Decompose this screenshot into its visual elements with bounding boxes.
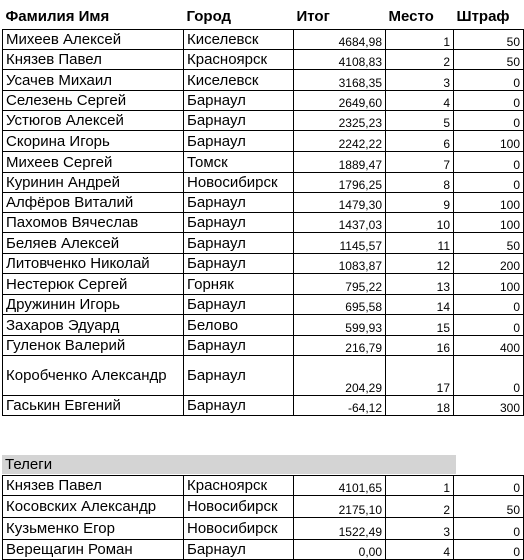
cell-fine[interactable]: 100 bbox=[454, 213, 524, 233]
cell-place[interactable]: 10 bbox=[386, 213, 454, 233]
cell-city[interactable]: Томск bbox=[184, 152, 294, 173]
table-row bbox=[3, 356, 524, 396]
cell-name[interactable]: Захаров Эдуард bbox=[3, 315, 184, 336]
cell-place[interactable]: 13 bbox=[386, 274, 454, 295]
cell-total[interactable]: 1083,87 bbox=[294, 254, 386, 274]
cell-total[interactable]: 1479,30 bbox=[294, 193, 386, 213]
cell-fine[interactable]: 50 bbox=[454, 233, 524, 254]
cell-fine[interactable]: 0 bbox=[454, 315, 524, 336]
header-fine[interactable]: Штраф bbox=[456, 8, 510, 25]
cell-name[interactable]: Михеев Алексей bbox=[3, 30, 184, 50]
cell-fine[interactable]: 0 bbox=[454, 173, 524, 193]
cell-place[interactable]: 16 bbox=[386, 336, 454, 356]
cell-name[interactable]: Литовченко Николай bbox=[3, 254, 184, 274]
carts-table bbox=[2, 475, 524, 560]
cell-name[interactable]: Пахомов Вячеслав bbox=[3, 213, 184, 233]
cell-place[interactable]: 4 bbox=[386, 91, 454, 111]
cell-fine[interactable]: 400 bbox=[454, 336, 524, 356]
cell-total[interactable]: 2325,23 bbox=[294, 111, 386, 131]
cell-fine[interactable]: 300 bbox=[454, 396, 524, 416]
cell-city[interactable]: Киселевск bbox=[184, 70, 294, 91]
cell-total[interactable]: 4108,83 bbox=[294, 50, 386, 70]
cell-fine[interactable]: 50 bbox=[454, 50, 524, 70]
cell-place[interactable]: 5 bbox=[386, 111, 454, 131]
cell-place[interactable]: 2 bbox=[386, 496, 454, 518]
cell-total[interactable]: 2242,22 bbox=[294, 131, 386, 152]
cell-city[interactable]: Красноярск bbox=[184, 476, 294, 496]
cell-city[interactable]: Барнаул bbox=[184, 111, 294, 131]
cell-place[interactable]: 8 bbox=[386, 173, 454, 193]
cell-name[interactable]: Князев Павел bbox=[3, 50, 184, 70]
cell-city[interactable]: Барнаул bbox=[184, 213, 294, 233]
cell-total[interactable]: 1437,03 bbox=[294, 213, 386, 233]
cell-place[interactable]: 3 bbox=[386, 518, 454, 540]
cell-total[interactable]: 795,22 bbox=[294, 274, 386, 295]
cell-total[interactable]: 1145,57 bbox=[294, 233, 386, 254]
cell-fine[interactable]: 0 bbox=[454, 476, 524, 496]
header-total[interactable]: Итог bbox=[296, 8, 330, 25]
cell-total[interactable]: 4684,98 bbox=[294, 30, 386, 50]
cell-city[interactable]: Барнаул bbox=[184, 254, 294, 274]
cell-place[interactable]: 9 bbox=[386, 193, 454, 213]
table-row bbox=[3, 111, 524, 131]
cell-total[interactable]: 1796,25 bbox=[294, 173, 386, 193]
cell-fine[interactable]: 50 bbox=[454, 496, 524, 518]
cell-place[interactable]: 12 bbox=[386, 254, 454, 274]
cell-place[interactable]: 18 bbox=[386, 396, 454, 416]
table-row bbox=[3, 131, 524, 152]
cell-city[interactable]: Барнаул bbox=[184, 233, 294, 254]
cell-city[interactable]: Новосибирск bbox=[184, 496, 294, 518]
cell-fine[interactable]: 0 bbox=[454, 152, 524, 173]
cell-total[interactable]: 2175,10 bbox=[294, 496, 386, 518]
cell-name[interactable]: Кузьменко Егор bbox=[3, 518, 184, 540]
results-table bbox=[2, 4, 524, 416]
cell-city[interactable]: Барнаул bbox=[184, 540, 294, 560]
cell-name[interactable]: Селезень Сергей bbox=[3, 91, 184, 111]
cell-fine[interactable]: 0 bbox=[454, 70, 524, 91]
cell-place[interactable]: 1 bbox=[386, 30, 454, 50]
cell-place[interactable]: 3 bbox=[386, 70, 454, 91]
table-row bbox=[3, 193, 524, 213]
cell-fine[interactable]: 0 bbox=[454, 518, 524, 540]
table-row bbox=[3, 213, 524, 233]
cell-city[interactable]: Киселевск bbox=[184, 30, 294, 50]
table-row bbox=[3, 496, 524, 518]
cell-name[interactable]: Гуленок Валерий bbox=[3, 336, 184, 356]
cell-city[interactable]: Барнаул bbox=[184, 193, 294, 213]
table-row bbox=[3, 91, 524, 111]
cell-total[interactable]: 599,93 bbox=[294, 315, 386, 336]
cell-name[interactable]: Алфёров Виталий bbox=[3, 193, 184, 213]
cell-name[interactable]: Беляев Алексей bbox=[3, 233, 184, 254]
cell-name[interactable]: Михеев Сергей bbox=[3, 152, 184, 173]
cell-place[interactable]: 11 bbox=[386, 233, 454, 254]
cell-place[interactable]: 15 bbox=[386, 315, 454, 336]
cell-city[interactable]: Новосибирск bbox=[184, 518, 294, 540]
cell-total[interactable]: 216,79 bbox=[294, 336, 386, 356]
cell-name[interactable]: Коробченко Александр bbox=[3, 356, 184, 396]
header-city[interactable]: Город bbox=[186, 8, 232, 25]
cell-name[interactable]: Дружинин Игорь bbox=[3, 295, 184, 315]
cell-total[interactable]: 3168,35 bbox=[294, 70, 386, 91]
header-place[interactable]: Место bbox=[388, 8, 434, 25]
cell-city[interactable]: Барнаул bbox=[184, 91, 294, 111]
cell-total[interactable]: -64,12 bbox=[294, 396, 386, 416]
cell-city[interactable]: Горняк bbox=[184, 274, 294, 295]
table-row bbox=[3, 274, 524, 295]
cell-total[interactable]: 695,58 bbox=[294, 295, 386, 315]
table-row bbox=[3, 152, 524, 173]
table-row bbox=[3, 476, 524, 496]
cell-total[interactable]: 2649,60 bbox=[294, 91, 386, 111]
cell-fine[interactable]: 100 bbox=[454, 274, 524, 295]
table-row bbox=[3, 295, 524, 315]
cell-fine[interactable]: 0 bbox=[454, 540, 524, 560]
cell-place[interactable]: 6 bbox=[386, 131, 454, 152]
cell-name[interactable]: Скорина Игорь bbox=[3, 131, 184, 152]
table-row bbox=[3, 315, 524, 336]
cell-name[interactable]: Князев Павел bbox=[3, 476, 184, 496]
cell-place[interactable]: 14 bbox=[386, 295, 454, 315]
cell-place[interactable]: 1 bbox=[386, 476, 454, 496]
cell-name[interactable]: Нестерюк Сергей bbox=[3, 274, 184, 295]
table-row bbox=[3, 396, 524, 416]
cell-fine[interactable]: 0 bbox=[454, 356, 524, 396]
cell-place[interactable]: 7 bbox=[386, 152, 454, 173]
cell-city[interactable]: Барнаул bbox=[184, 336, 294, 356]
table-row bbox=[3, 50, 524, 70]
cell-city[interactable]: Барнаул bbox=[184, 295, 294, 315]
cell-name[interactable]: Косовских Александр bbox=[3, 496, 184, 518]
cell-name[interactable]: Усачев Михаил bbox=[3, 70, 184, 91]
table-row bbox=[3, 540, 524, 560]
cell-city[interactable]: Белово bbox=[184, 315, 294, 336]
cell-fine[interactable]: 100 bbox=[454, 193, 524, 213]
cell-fine[interactable]: 200 bbox=[454, 254, 524, 274]
table-row bbox=[3, 233, 524, 254]
cell-place[interactable]: 17 bbox=[386, 356, 454, 396]
table-row bbox=[3, 173, 524, 193]
cell-total[interactable]: 4101,65 bbox=[294, 476, 386, 496]
cell-total[interactable]: 1522,49 bbox=[294, 518, 386, 540]
table-row bbox=[3, 30, 524, 50]
cell-name[interactable]: Куринин Андрей bbox=[3, 173, 184, 193]
header-name[interactable]: Фамилия Имя bbox=[5, 8, 110, 25]
cell-total[interactable]: 204,29 bbox=[294, 356, 386, 396]
cell-city[interactable]: Красноярск bbox=[184, 50, 294, 70]
cell-fine[interactable]: 0 bbox=[454, 91, 524, 111]
cell-name[interactable]: Гаськин Евгений bbox=[3, 396, 184, 416]
cell-fine[interactable]: 100 bbox=[454, 131, 524, 152]
table-row bbox=[3, 518, 524, 540]
carts-section-title[interactable]: Телеги bbox=[2, 455, 456, 474]
cell-name[interactable]: Устюгов Алексей bbox=[3, 111, 184, 131]
cell-city[interactable]: Барнаул bbox=[184, 131, 294, 152]
cell-city[interactable]: Барнаул bbox=[184, 356, 294, 396]
cell-place[interactable]: 2 bbox=[386, 50, 454, 70]
cell-fine[interactable]: 0 bbox=[454, 111, 524, 131]
cell-total[interactable]: 0,00 bbox=[294, 540, 386, 560]
table-row bbox=[3, 70, 524, 91]
header-row bbox=[3, 4, 524, 30]
cell-name[interactable]: Верещагин Роман bbox=[3, 540, 184, 560]
cell-city[interactable]: Новосибирск bbox=[184, 173, 294, 193]
table-row bbox=[3, 254, 524, 274]
cell-fine[interactable]: 50 bbox=[454, 30, 524, 50]
cell-city[interactable]: Барнаул bbox=[184, 396, 294, 416]
cell-total[interactable]: 1889,47 bbox=[294, 152, 386, 173]
cell-fine[interactable]: 0 bbox=[454, 295, 524, 315]
table-row bbox=[3, 336, 524, 356]
cell-place[interactable]: 4 bbox=[386, 540, 454, 560]
